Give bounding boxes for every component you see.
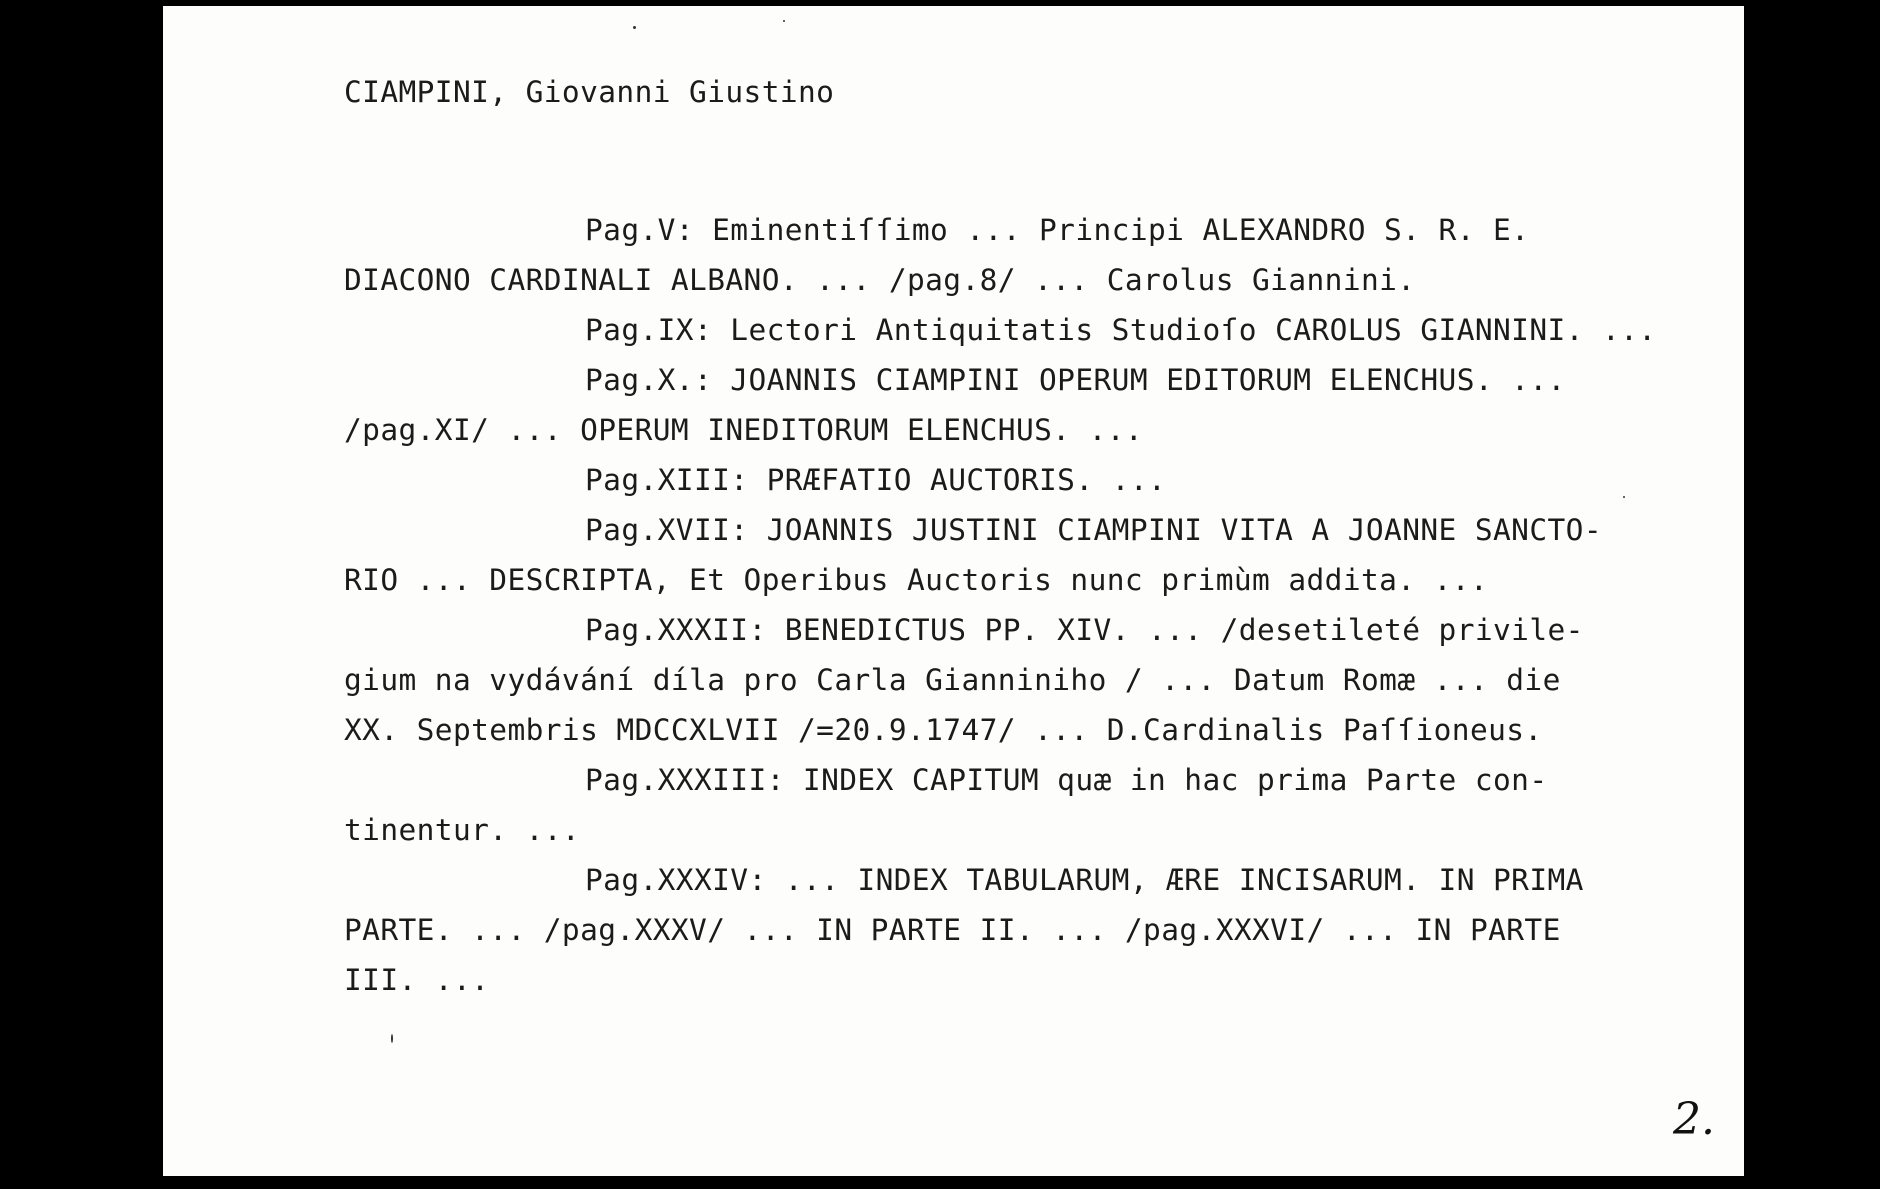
entry-line: Pag.XVII: JOANNIS JUSTINI CIAMPINI VITA A JOANNE SANCTO-	[585, 513, 1602, 547]
dust-speck	[1623, 496, 1625, 498]
entry-line: III. ...	[344, 963, 490, 997]
entry-line: Pag.XXXII: BENEDICTUS PP. XIV. ... /desetileté privile-	[585, 613, 1584, 647]
entry-line: PARTE. ... /pag.XXXV/ ... IN PARTE II. ... /pag.XXXVI/ ... IN PARTE	[344, 913, 1561, 947]
entry-line: RIO ... DESCRIPTA, Et Operibus Auctoris nunc primùm addita. ...	[344, 563, 1489, 597]
entry-line: tinentur. ...	[344, 813, 581, 847]
entry-line: XX. Septembris MDCCXLVII /=20.9.1747/ ... D.Cardinalis Paſſioneus.	[344, 713, 1543, 747]
catalog-card	[163, 6, 1744, 1176]
dust-speck	[391, 1034, 393, 1043]
card-heading: CIAMPINI, Giovanni Giustino	[344, 75, 835, 109]
entry-line: Pag.IX: Lectori Antiquitatis Studioſo CAROLUS GIANNINI. ...	[585, 313, 1657, 347]
entry-line: /pag.XI/ ... OPERUM INEDITORUM ELENCHUS. ...	[344, 413, 1144, 447]
handwritten-folio-number: 2.	[1673, 1094, 1715, 1145]
entry-line: Pag.X.: JOANNIS CIAMPINI OPERUM EDITORUM ELENCHUS. ...	[585, 363, 1566, 397]
entry-line: Pag.XXXIII: INDEX CAPITUM quæ in hac prima Parte con-	[585, 763, 1548, 797]
entry-line: gium na vydávání díla pro Carla Gianniniho / ... Datum Romæ ... die	[344, 663, 1561, 697]
dust-speck	[783, 20, 785, 22]
entry-line: Pag.XXXIV: ... INDEX TABULARUM, ÆRE INCISARUM. IN PRIMA	[585, 863, 1584, 897]
entry-line: Pag.XIII: PRÆFATIO AUCTORIS. ...	[585, 463, 1167, 497]
dust-speck	[633, 26, 636, 29]
entry-line: DIACONO CARDINALI ALBANO. ... /pag.8/ ... Carolus Giannini.	[344, 263, 1416, 297]
entry-line: Pag.V: Eminentiſſimo ... Principi ALEXANDRO S. R. E.	[585, 213, 1530, 247]
